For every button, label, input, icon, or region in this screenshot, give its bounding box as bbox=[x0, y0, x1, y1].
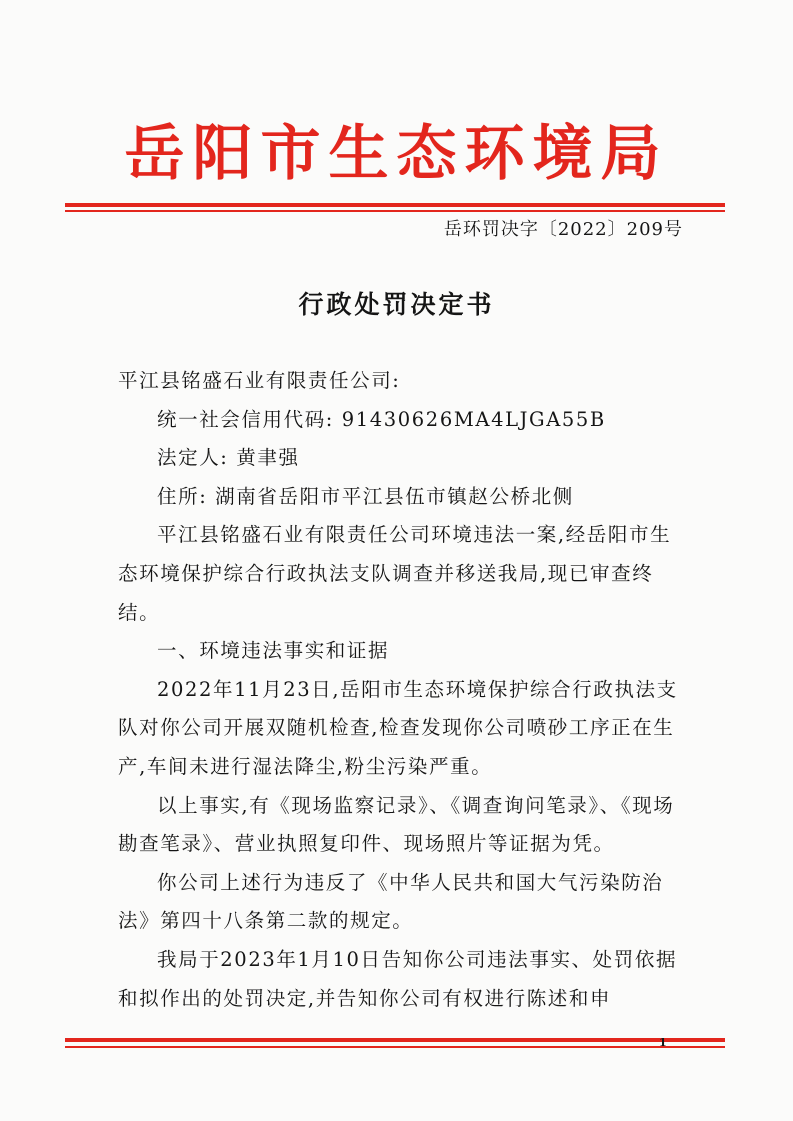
agency-header: 岳阳市生态环境局 bbox=[124, 119, 669, 189]
footer-rule-thick bbox=[65, 1038, 725, 1042]
credit-code: 统一社会信用代码: 91430626MA4LJGA55B bbox=[157, 407, 606, 431]
page-number: 1 bbox=[659, 1036, 667, 1049]
violation-paragraph: 你公司上述行为违反了《中华人民共和国大气污染防治法》第四十八条第二款的规定。 bbox=[118, 870, 664, 933]
legal-representative: 法定人: 黄聿强 bbox=[157, 446, 300, 470]
document-body bbox=[118, 362, 688, 1018]
case-paragraph: 平江县铭盛石业有限责任公司环境违法一案,经岳阳市生态环境保护综合行政执法支队调查并移送我局,现已审查终结。 bbox=[118, 523, 672, 624]
section-heading: 一、环境违法事实和证据 bbox=[157, 639, 390, 663]
header-rule-thick bbox=[65, 203, 725, 207]
evidence-paragraph: 以上事实,有《现场监察记录》、《调查询问笔录》、《现场勘查笔录》、营业执照复印件、现场照片等证据为凭。 bbox=[118, 793, 675, 856]
footer-rule-thin bbox=[65, 1046, 725, 1048]
facts-paragraph: 2022年11月23日,岳阳市生态环境保护综合行政执法支队对你公司开展双随机检查,检查发现你公司喷砂工序正在生产,车间未进行湿法降尘,粉尘污染严重。 bbox=[118, 677, 678, 778]
notice-paragraph: 我局于2023年1月10日告知你公司违法事实、处罚依据和拟作出的处罚决定,并告知你公司有权进行陈述和申 bbox=[118, 947, 678, 1010]
address: 住所: 湖南省岳阳市平江县伍市镇赵公桥北侧 bbox=[157, 484, 574, 508]
addressee: 平江县铭盛石业有限责任公司: bbox=[118, 369, 401, 392]
header-rule-thin bbox=[65, 210, 725, 212]
document-title: 行政处罚决定书 bbox=[298, 290, 495, 319]
document-number: 岳环罚决字〔2022〕209号 bbox=[443, 219, 683, 240]
